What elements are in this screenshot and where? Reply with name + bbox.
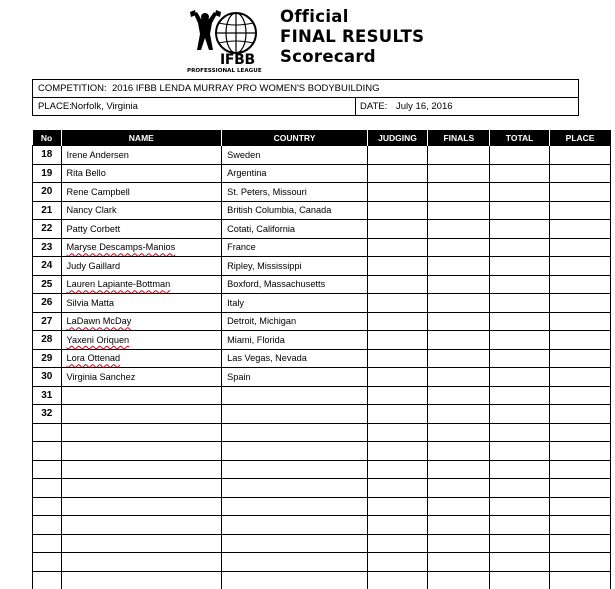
- judging-cell: [367, 275, 427, 294]
- judging-cell: [367, 405, 427, 424]
- competitor-number: [33, 442, 62, 461]
- judging-cell: [367, 368, 427, 387]
- table-row: [33, 257, 611, 276]
- col-header-no: No: [33, 130, 62, 146]
- judging-cell: [367, 497, 427, 516]
- finals-cell: [428, 294, 490, 313]
- competitor-name: [61, 442, 222, 461]
- finals-cell: [428, 312, 490, 331]
- competitor-name: [61, 423, 222, 442]
- competitor-number: 25: [33, 275, 62, 294]
- competitor-country: [222, 386, 368, 405]
- judging-cell: [367, 571, 427, 589]
- judging-cell: [367, 349, 427, 368]
- competition-info-box: [32, 79, 579, 116]
- competitor-name: [61, 553, 222, 572]
- table-row: [33, 146, 611, 165]
- place-cell: [549, 201, 610, 220]
- date-label: DATE:: [360, 98, 387, 116]
- competitor-name: [61, 571, 222, 589]
- competitor-country: [222, 534, 368, 553]
- competitor-number: 29: [33, 349, 62, 368]
- table-row: [33, 497, 611, 516]
- finals-cell: [428, 349, 490, 368]
- total-cell: [490, 479, 549, 498]
- total-cell: [490, 294, 549, 313]
- competitor-name: [61, 497, 222, 516]
- place-cell: [549, 553, 610, 572]
- finals-cell: [428, 183, 490, 202]
- place-cell: [549, 275, 610, 294]
- finals-cell: [428, 146, 490, 165]
- table-row: [33, 183, 611, 202]
- total-cell: [490, 571, 549, 589]
- competitor-name-text: Maryse Descamps-Manios: [67, 242, 176, 252]
- judging-cell: [367, 201, 427, 220]
- competitor-name: [61, 275, 222, 294]
- competitor-name: Judy Gaillard: [61, 257, 222, 276]
- place-cell: [549, 183, 610, 202]
- col-header-finals: FINALS: [428, 130, 490, 146]
- judging-cell: [367, 238, 427, 257]
- total-cell: [490, 257, 549, 276]
- finals-cell: [428, 516, 490, 535]
- competitor-name: [61, 534, 222, 553]
- scorecard-title: [280, 7, 424, 67]
- judging-cell: [367, 534, 427, 553]
- total-cell: [490, 331, 549, 350]
- place-label: PLACE:: [38, 98, 72, 116]
- competitor-name: [61, 386, 222, 405]
- place-cell: [549, 497, 610, 516]
- competitor-number: [33, 534, 62, 553]
- place-cell: [549, 368, 610, 387]
- finals-cell: [428, 386, 490, 405]
- competitor-country: British Columbia, Canada: [222, 201, 368, 220]
- place-cell: [549, 405, 610, 424]
- place-date-row: [33, 98, 578, 116]
- finals-cell: [428, 220, 490, 239]
- place-cell: [549, 331, 610, 350]
- table-row: [33, 516, 611, 535]
- col-header-name: NAME: [61, 130, 222, 146]
- competitor-name-text: Yaxeni Oriquen: [67, 335, 130, 345]
- competitor-number: 19: [33, 164, 62, 183]
- competitor-number: 23: [33, 238, 62, 257]
- table-row: [33, 405, 611, 424]
- competitor-country: [222, 460, 368, 479]
- total-cell: [490, 312, 549, 331]
- finals-cell: [428, 497, 490, 516]
- place-cell: [549, 349, 610, 368]
- competitor-number: 30: [33, 368, 62, 387]
- table-row: [33, 553, 611, 572]
- total-cell: [490, 164, 549, 183]
- competitor-country: Detroit, Michigan: [222, 312, 368, 331]
- competitor-name: Rita Bello: [61, 164, 222, 183]
- total-cell: [490, 405, 549, 424]
- competitor-name: [61, 479, 222, 498]
- competitor-name: [61, 349, 222, 368]
- competition-row: [33, 80, 578, 98]
- competitor-name: Nancy Clark: [61, 201, 222, 220]
- competitor-name: [61, 312, 222, 331]
- competitor-name: [61, 516, 222, 535]
- competitor-country: Argentina: [222, 164, 368, 183]
- table-header-row: [33, 130, 611, 146]
- place-cell: [549, 423, 610, 442]
- competitor-country: Cotati, California: [222, 220, 368, 239]
- finals-cell: [428, 534, 490, 553]
- place-cell: [549, 238, 610, 257]
- table-row: [33, 238, 611, 257]
- col-header-total: TOTAL: [490, 130, 549, 146]
- title-line-final-results: FINAL RESULTS: [280, 27, 424, 47]
- competitor-country: Sweden: [222, 146, 368, 165]
- place-cell: [549, 516, 610, 535]
- place-cell: [549, 220, 610, 239]
- competitor-country: [222, 442, 368, 461]
- ifbb-pro-league-logo: [186, 8, 270, 74]
- competitor-number: 24: [33, 257, 62, 276]
- finals-cell: [428, 553, 490, 572]
- competitor-country: [222, 553, 368, 572]
- competitor-country: Miami, Florida: [222, 331, 368, 350]
- total-cell: [490, 423, 549, 442]
- competitor-country: [222, 516, 368, 535]
- place-cell: [549, 257, 610, 276]
- logo-subtext: PROFESSIONAL LEAGUE: [187, 68, 262, 74]
- finals-cell: [428, 331, 490, 350]
- scorecard-table: [32, 130, 611, 589]
- competitor-number: 27: [33, 312, 62, 331]
- place-cell: [549, 534, 610, 553]
- table-row: [33, 164, 611, 183]
- competitor-country: [222, 571, 368, 589]
- finals-cell: [428, 164, 490, 183]
- competitor-country: France: [222, 238, 368, 257]
- total-cell: [490, 368, 549, 387]
- place-cell: [549, 479, 610, 498]
- total-cell: [490, 516, 549, 535]
- finals-cell: [428, 275, 490, 294]
- total-cell: [490, 201, 549, 220]
- competition-value: 2016 IFBB LENDA MURRAY PRO WOMEN'S BODYBUILDING: [112, 80, 380, 98]
- col-header-judging: JUDGING: [367, 130, 427, 146]
- competitor-number: 22: [33, 220, 62, 239]
- table-row: [33, 423, 611, 442]
- judging-cell: [367, 442, 427, 461]
- finals-cell: [428, 442, 490, 461]
- total-cell: [490, 497, 549, 516]
- place-value: Norfolk, Virginia: [71, 98, 138, 116]
- table-row: [33, 220, 611, 239]
- judging-cell: [367, 146, 427, 165]
- total-cell: [490, 534, 549, 553]
- table-row: [33, 442, 611, 461]
- judging-cell: [367, 257, 427, 276]
- finals-cell: [428, 405, 490, 424]
- col-header-country: COUNTRY: [222, 130, 368, 146]
- judging-cell: [367, 183, 427, 202]
- total-cell: [490, 183, 549, 202]
- title-line-official: Official: [280, 7, 424, 27]
- competitor-country: Boxford, Massachusetts: [222, 275, 368, 294]
- finals-cell: [428, 238, 490, 257]
- judging-cell: [367, 423, 427, 442]
- competitor-number: [33, 516, 62, 535]
- table-row: [33, 201, 611, 220]
- table-row: [33, 294, 611, 313]
- total-cell: [490, 238, 549, 257]
- competitor-country: Las Vegas, Nevada: [222, 349, 368, 368]
- finals-cell: [428, 460, 490, 479]
- total-cell: [490, 460, 549, 479]
- competitor-number: 28: [33, 331, 62, 350]
- date-value: July 16, 2016: [396, 98, 453, 116]
- judging-cell: [367, 294, 427, 313]
- finals-cell: [428, 479, 490, 498]
- table-row: [33, 479, 611, 498]
- competitor-name: Patty Corbett: [61, 220, 222, 239]
- competitor-name: [61, 331, 222, 350]
- place-cell: [549, 386, 610, 405]
- competitor-name: [61, 460, 222, 479]
- col-header-place: PLACE: [549, 130, 610, 146]
- competitor-name: Silvia Matta: [61, 294, 222, 313]
- place-cell: [549, 294, 610, 313]
- finals-cell: [428, 201, 490, 220]
- judging-cell: [367, 553, 427, 572]
- table-row: [33, 571, 611, 589]
- competitor-number: [33, 423, 62, 442]
- competitor-number: 32: [33, 405, 62, 424]
- competition-label: COMPETITION:: [38, 80, 107, 98]
- competitor-number: 18: [33, 146, 62, 165]
- table-body: [33, 146, 611, 589]
- table-row: [33, 331, 611, 350]
- competitor-country: St. Peters, Missouri: [222, 183, 368, 202]
- place-cell: [549, 312, 610, 331]
- finals-cell: [428, 423, 490, 442]
- competitor-number: [33, 460, 62, 479]
- competitor-number: [33, 571, 62, 589]
- competitor-name-text: Lauren Lapiante-Bottman: [67, 279, 171, 289]
- total-cell: [490, 146, 549, 165]
- finals-cell: [428, 257, 490, 276]
- place-cell: [549, 146, 610, 165]
- total-cell: [490, 220, 549, 239]
- competitor-number: 20: [33, 183, 62, 202]
- competitor-country: [222, 479, 368, 498]
- total-cell: [490, 553, 549, 572]
- info-divider: [355, 98, 356, 116]
- judging-cell: [367, 312, 427, 331]
- competitor-country: [222, 405, 368, 424]
- competitor-number: 21: [33, 201, 62, 220]
- judging-cell: [367, 479, 427, 498]
- competitor-number: 31: [33, 386, 62, 405]
- table-row: [33, 312, 611, 331]
- finals-cell: [428, 368, 490, 387]
- table-row: [33, 460, 611, 479]
- competitor-number: [33, 479, 62, 498]
- judging-cell: [367, 164, 427, 183]
- competitor-country: Italy: [222, 294, 368, 313]
- competitor-country: [222, 423, 368, 442]
- place-cell: [549, 164, 610, 183]
- judging-cell: [367, 516, 427, 535]
- competitor-name: Irene Andersen: [61, 146, 222, 165]
- logo-ifbb-text: IFBB: [220, 52, 255, 68]
- competitor-name: Virginia Sanchez: [61, 368, 222, 387]
- title-line-scorecard: Scorecard: [280, 47, 424, 67]
- table-row: [33, 534, 611, 553]
- competitor-number: [33, 553, 62, 572]
- competitor-country: [222, 497, 368, 516]
- judging-cell: [367, 386, 427, 405]
- competitor-name: Rene Campbell: [61, 183, 222, 202]
- competitor-number: [33, 497, 62, 516]
- place-cell: [549, 571, 610, 589]
- finals-cell: [428, 571, 490, 589]
- table-row: [33, 368, 611, 387]
- total-cell: [490, 275, 549, 294]
- total-cell: [490, 386, 549, 405]
- competitor-name-text: Lora Ottenad: [67, 353, 121, 363]
- place-cell: [549, 460, 610, 479]
- total-cell: [490, 349, 549, 368]
- table-row: [33, 386, 611, 405]
- total-cell: [490, 442, 549, 461]
- competitor-country: Ripley, Mississippi: [222, 257, 368, 276]
- judging-cell: [367, 331, 427, 350]
- competitor-name: [61, 405, 222, 424]
- judging-cell: [367, 220, 427, 239]
- competitor-country: Spain: [222, 368, 368, 387]
- competitor-name-text: LaDawn McDay: [67, 316, 132, 326]
- table-row: [33, 349, 611, 368]
- competitor-number: 26: [33, 294, 62, 313]
- competitor-name: [61, 238, 222, 257]
- table-row: [33, 275, 611, 294]
- globe-icon: [216, 13, 256, 53]
- judging-cell: [367, 460, 427, 479]
- place-cell: [549, 442, 610, 461]
